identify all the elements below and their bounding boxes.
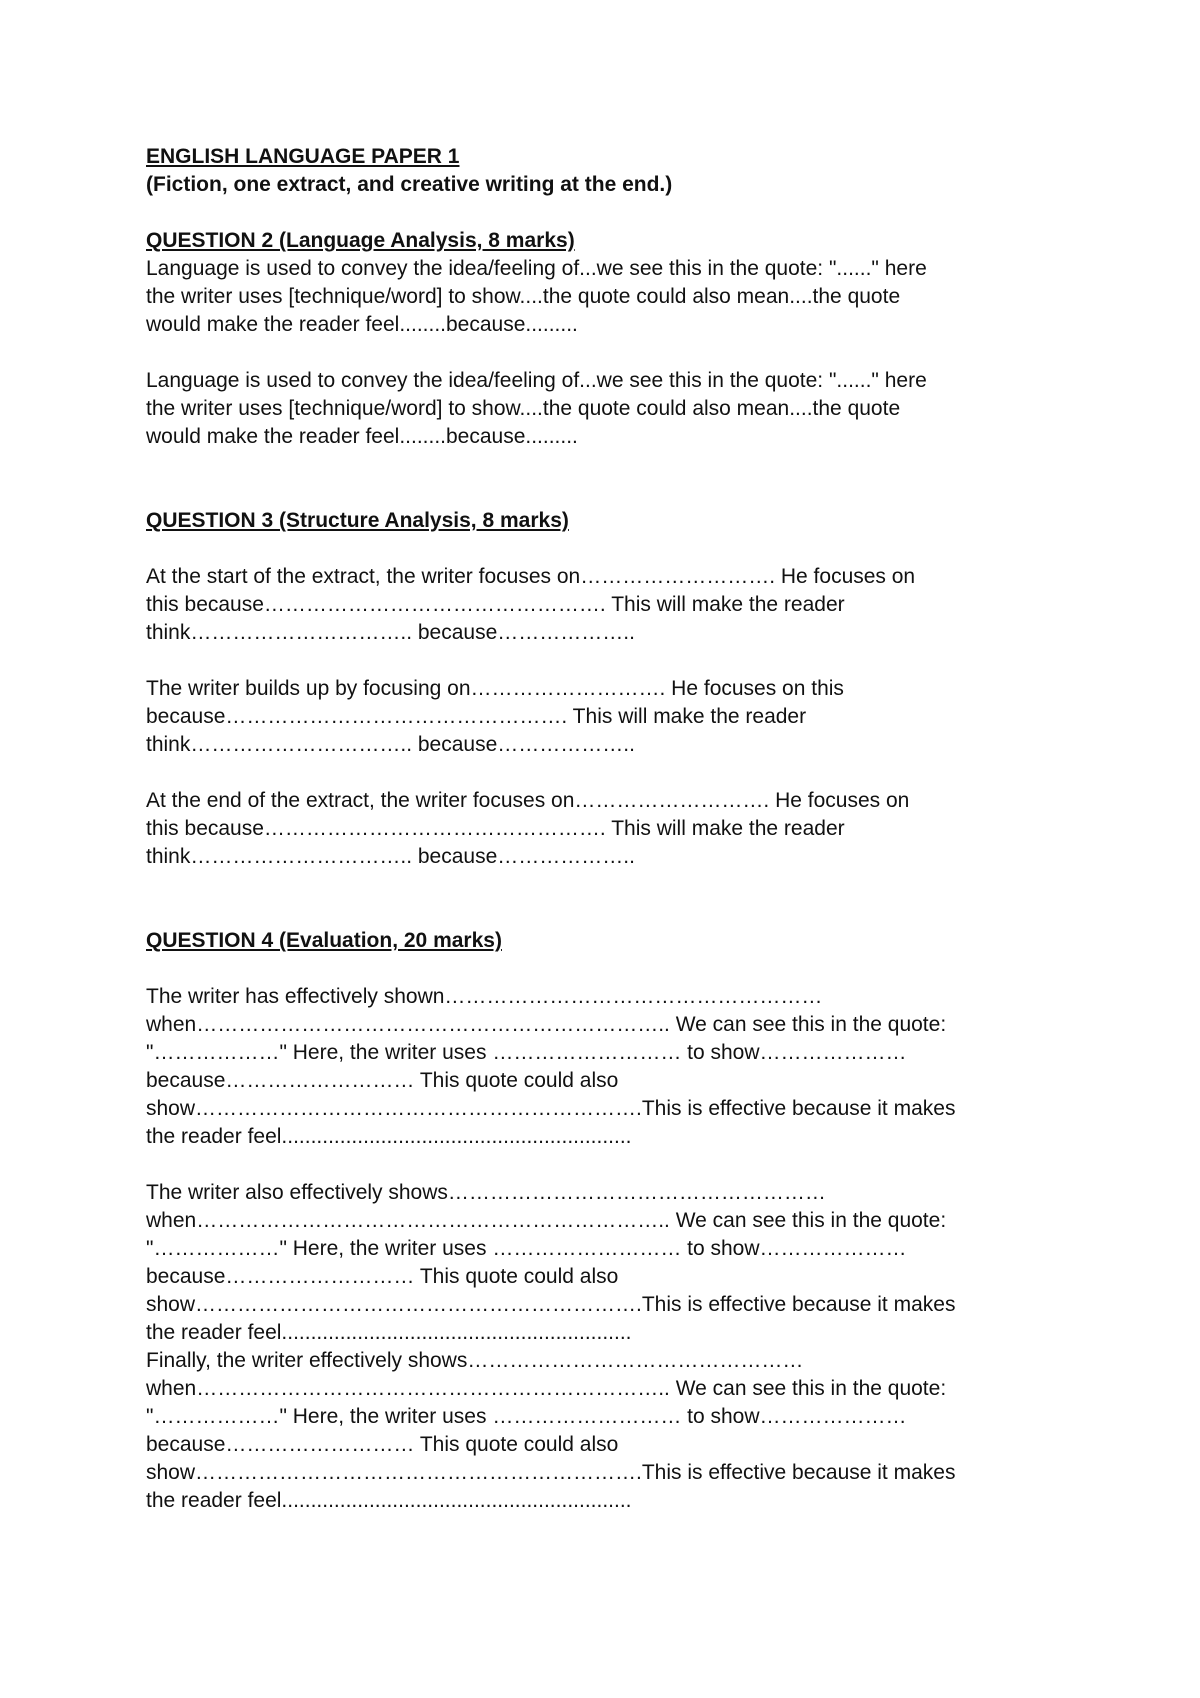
- text-line: the writer uses [technique/word] to show....the quote could also mean....the quote: [146, 397, 901, 420]
- question-3-heading: QUESTION 3 (Structure Analysis, 8 marks): [146, 509, 569, 532]
- text-line: when………………………………………………………….. We can see this in the quote:: [146, 1013, 947, 1036]
- text-line: "………………" Here, the writer uses ……………………… to show…………………: [146, 1405, 907, 1428]
- text-line: Language is used to convey the idea/feeling of...we see this in the quote: "......" here: [146, 257, 927, 280]
- question-2-heading: QUESTION 2 (Language Analysis, 8 marks): [146, 229, 575, 252]
- text-line: would make the reader feel........because.........: [146, 313, 578, 336]
- text-line: show……………………………………………………….This is effective because it makes: [146, 1461, 956, 1484]
- question-3-paragraph: [146, 675, 1086, 759]
- question-2-paragraph: [146, 367, 1086, 451]
- text-line: because……………………… This quote could also: [146, 1265, 619, 1288]
- text-line: the writer uses [technique/word] to show....the quote could also mean....the quote: [146, 285, 901, 308]
- question-4-heading: QUESTION 4 (Evaluation, 20 marks): [146, 929, 502, 952]
- text-line: because……………………… This quote could also: [146, 1069, 619, 1092]
- text-line: Language is used to convey the idea/feeling of...we see this in the quote: "......" here: [146, 369, 927, 392]
- text-line: The writer has effectively shown………………………………………………: [146, 985, 823, 1008]
- text-line: show……………………………………………………….This is effective because it makes: [146, 1293, 956, 1316]
- text-line: show……………………………………………………….This is effective because it makes: [146, 1097, 956, 1120]
- text-line: because…………………………………………. This will make the reader: [146, 705, 807, 728]
- text-line: the reader feel............................................................: [146, 1125, 632, 1148]
- text-line: this because…………………………………………. This will make the reader: [146, 817, 845, 840]
- document-subtitle: (Fiction, one extract, and creative writing at the end.): [146, 173, 673, 196]
- text-line: the reader feel............................................................: [146, 1321, 632, 1344]
- document-title: ENGLISH LANGUAGE PAPER 1: [146, 145, 460, 168]
- document-page: [146, 143, 1086, 1515]
- text-line: The writer builds up by focusing on………………………. He focuses on this: [146, 677, 844, 700]
- text-line: this because…………………………………………. This will make the reader: [146, 593, 845, 616]
- question-2-paragraph: [146, 255, 1086, 339]
- text-line: would make the reader feel........because.........: [146, 425, 578, 448]
- text-line: because……………………… This quote could also: [146, 1433, 619, 1456]
- text-line: think………………………….. because………………..: [146, 845, 635, 868]
- question-4-paragraph: [146, 1179, 1086, 1515]
- text-line: At the end of the extract, the writer focuses on………………………. He focuses on: [146, 789, 910, 812]
- text-line: Finally, the writer effectively shows…………………………………………: [146, 1349, 804, 1372]
- text-line: The writer also effectively shows………………………………………………: [146, 1181, 826, 1204]
- question-3-paragraph: [146, 563, 1086, 647]
- text-line: think………………………….. because………………..: [146, 733, 635, 756]
- question-4-paragraph: [146, 983, 1086, 1151]
- text-line: when………………………………………………………….. We can see this in the quote:: [146, 1209, 947, 1232]
- text-line: think………………………….. because………………..: [146, 621, 635, 644]
- text-line: the reader feel............................................................: [146, 1489, 632, 1512]
- text-line: when………………………………………………………….. We can see this in the quote:: [146, 1377, 947, 1400]
- question-3-paragraph: [146, 787, 1086, 871]
- text-line: "………………" Here, the writer uses ……………………… to show…………………: [146, 1041, 907, 1064]
- text-line: At the start of the extract, the writer focuses on………………………. He focuses on: [146, 565, 916, 588]
- text-line: "………………" Here, the writer uses ……………………… to show…………………: [146, 1237, 907, 1260]
